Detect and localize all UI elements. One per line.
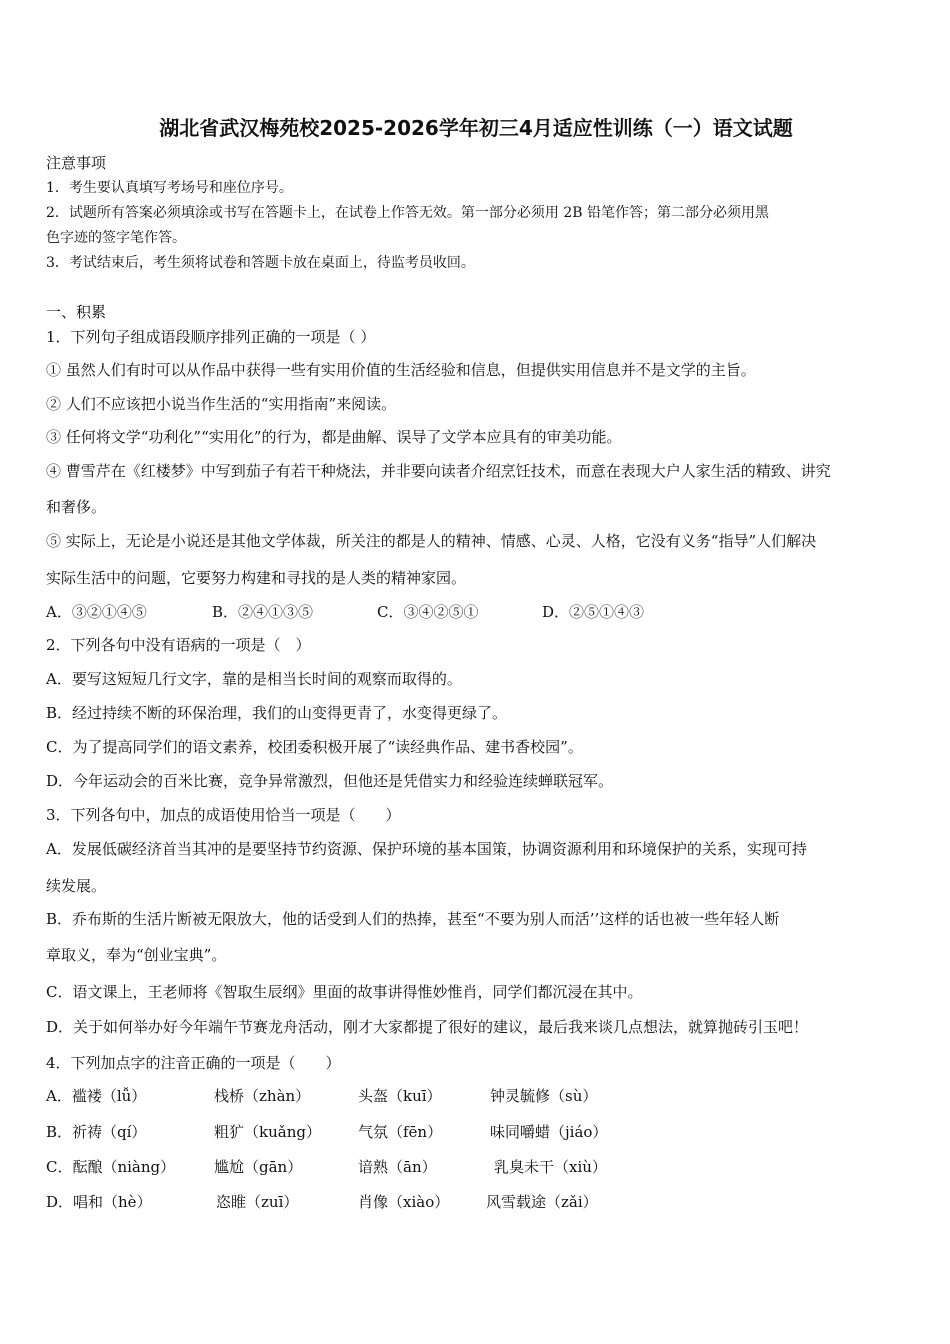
page-title: 湖北省武汉梅苑校2025-2026学年初三4月适应性训练（一）语文试题 xyxy=(159,116,793,140)
question-1-sentence-5-cont: 实际生活中的问题，它要努力构建和寻找的是人类的精神家园。 xyxy=(46,569,467,587)
question-1-sentence-4-cont: 和奢侈。 xyxy=(46,498,107,516)
question-1-stem: 1．下列句子组成语段顺序排列正确的一项是（ ） xyxy=(46,328,376,346)
question-3-option-d[interactable]: D．关于如何举办好今年端午节赛龙舟活动，刚才大家都提了很好的建议，最后我来谈几点想法，就算抛砖引玉吧！ xyxy=(46,1018,809,1036)
option-word: A．褴褛（lǚ） xyxy=(46,1087,147,1105)
option-word: 恣睢（zuī） xyxy=(216,1193,299,1211)
question-1-sentence-2: ② 人们不应该把小说当作生活的“实用指南”来阅读。 xyxy=(46,395,397,413)
question-3-option-c[interactable]: C．语文课上，王老师将《智取生辰纲》里面的故事讲得惟妙惟肖，同学们都沉浸在其中。 xyxy=(46,983,643,1001)
option-word: 气氛（fēn） xyxy=(358,1123,443,1141)
question-1-option-d[interactable]: D．②⑤①④③ xyxy=(542,603,645,621)
option-word: 粗犷（kuǎng） xyxy=(214,1123,321,1141)
question-2-option-a[interactable]: A．要写这短短几行文字，靠的是相当长时间的观察而取得的。 xyxy=(46,670,462,688)
option-word: C．酝酿（niàng） xyxy=(46,1158,176,1176)
question-1-sentence-3: ③ 任何将文学“功利化”“实用化”的行为，都是曲解、误导了文学本应具有的审美功能。 xyxy=(46,428,622,446)
notice-item-1: 1．考生要认真填写考场号和座位序号。 xyxy=(46,180,293,196)
option-word: 头盔（kuī） xyxy=(358,1087,442,1105)
notice-item-2: 2．试题所有答案必须填涂或书写在答题卡上，在试卷上作答无效。第一部分必须用 2B 铅笔作答；第二部分必须用黑 xyxy=(46,205,769,221)
question-2-stem: 2．下列各句中没有语病的一项是（ ） xyxy=(46,636,311,654)
question-1-option-a[interactable]: A．③②①④⑤ xyxy=(46,603,147,621)
question-3-stem: 3．下列各句中，加点的成语使用恰当一项是（ ） xyxy=(46,806,401,824)
option-word: 味同嚼蜡（jiáo） xyxy=(490,1123,608,1141)
question-1-sentence-1: ① 虽然人们有时可以从作品中获得一些有实用价值的生活经验和信息，但提供实用信息并不是文学的主旨。 xyxy=(46,361,756,379)
notice-item-2-cont: 色字迹的签字笔作答。 xyxy=(46,230,186,246)
question-4-stem: 4．下列加点字的注音正确的一项是（ ） xyxy=(46,1054,341,1072)
question-2-option-b[interactable]: B．经过持续不断的环保治理，我们的山变得更青了，水变得更绿了。 xyxy=(46,704,508,722)
question-2-option-c[interactable]: C．为了提高同学们的语文素养，校团委积极开展了“读经典作品、建书香校园”。 xyxy=(46,738,583,756)
notice-heading: 注意事项 xyxy=(46,154,107,172)
question-2-option-d[interactable]: D．今年运动会的百米比赛，竞争异常激烈，但他还是凭借实力和经验连续蝉联冠军。 xyxy=(46,772,614,790)
question-1-option-c[interactable]: C．③④②⑤① xyxy=(377,603,479,621)
option-word: D．唱和（hè） xyxy=(46,1193,152,1211)
question-1-sentence-5: ⑤ 实际上，无论是小说还是其他文学体裁，所关注的都是人的精神、情感、心灵、人格，它没有义务“指导”人们解决 xyxy=(46,532,817,550)
question-1-sentence-4: ④ 曹雪芹在《红楼梦》中写到茄子有若干种烧法，并非要向读者介绍烹饪技术，而意在表现大户人家生活的精致、讲究 xyxy=(46,462,831,480)
option-word: 栈桥（zhàn） xyxy=(214,1087,311,1105)
question-3-option-a-cont: 续发展。 xyxy=(46,877,107,895)
option-word: B．祈祷（qí） xyxy=(46,1123,147,1141)
question-3-option-b[interactable]: B．乔布斯的生活片断被无限放大，他的话受到人们的热捧，甚至“不要为别人而活’’这样的话也被一些年轻人断 xyxy=(46,910,780,928)
option-word: 尴尬（gān） xyxy=(214,1158,303,1176)
option-word: 风雪载途（zǎi） xyxy=(486,1193,598,1211)
question-3-option-a[interactable]: A．发展低碳经济首当其冲的是要坚持节约资源、保护环境的基本国策，协调资源利用和环境保护的关系，实现可持 xyxy=(46,840,807,858)
option-word: 肖像（xiào） xyxy=(358,1193,450,1211)
question-3-option-b-cont: 章取义，奉为“创业宝典”。 xyxy=(46,946,227,964)
notice-item-3: 3．考试结束后，考生须将试卷和答题卡放在桌面上，待监考员收回。 xyxy=(46,255,475,271)
question-1-option-b[interactable]: B．②④①③⑤ xyxy=(212,603,314,621)
option-word: 钟灵毓修（sù） xyxy=(490,1087,598,1105)
option-word: 乳臭未干（xiù） xyxy=(494,1158,607,1176)
option-word: 谙熟（ān） xyxy=(358,1158,437,1176)
section-heading: 一、积累 xyxy=(46,303,107,321)
